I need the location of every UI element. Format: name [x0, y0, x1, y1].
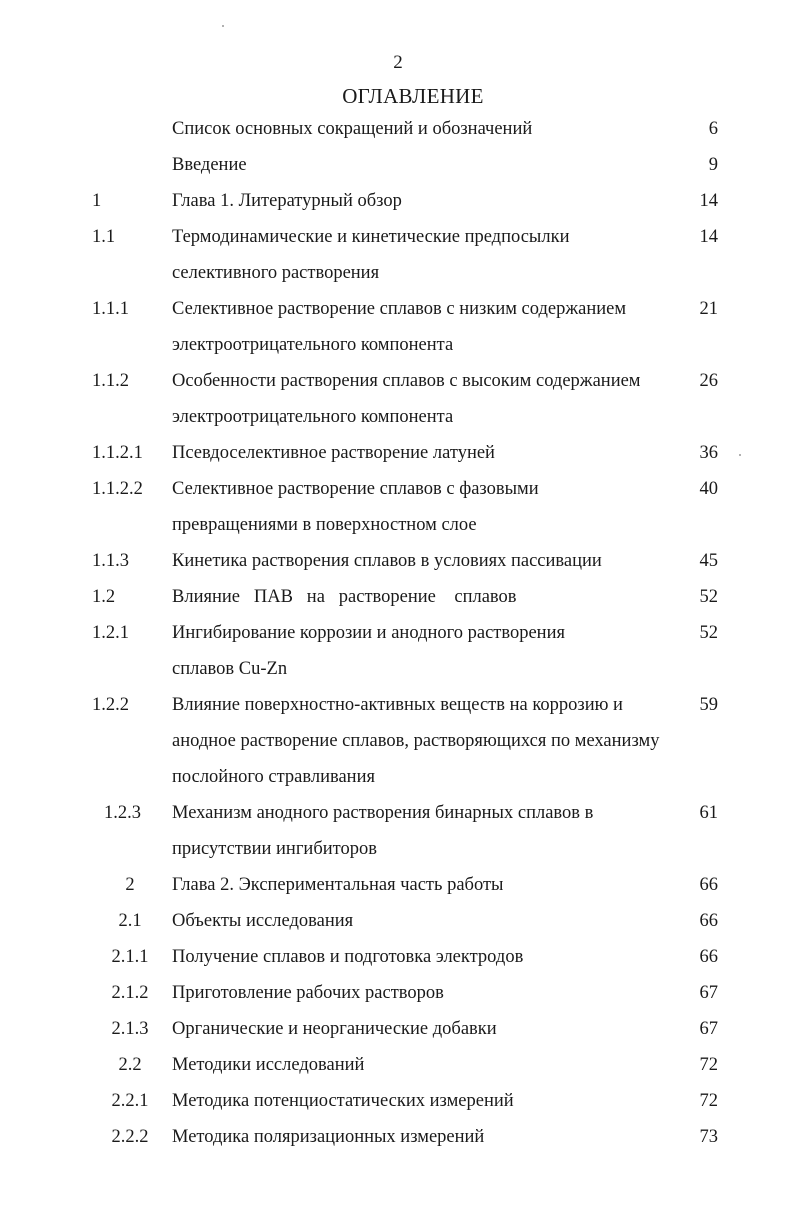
toc-entry-title: Методики исследований	[172, 1055, 365, 1075]
toc-entry-number: 1.1.2.2	[92, 479, 143, 499]
toc-entry-page: 26	[699, 371, 718, 391]
toc-entry-page: 67	[699, 983, 718, 1003]
toc-entry-number: 1.2.2	[92, 695, 129, 715]
page-number: 2	[393, 52, 403, 73]
toc-entry-page: 59	[699, 695, 718, 715]
toc-entry-number: 2.1.1	[111, 947, 149, 967]
table-of-contents	[0, 113, 796, 1157]
toc-entry[interactable]	[0, 869, 796, 905]
toc-entry-number: 2.2.2	[111, 1127, 149, 1147]
toc-entry[interactable]	[0, 221, 796, 293]
toc-entry[interactable]	[0, 293, 796, 365]
toc-entry[interactable]	[0, 473, 796, 545]
toc-entry-page: 6	[708, 119, 718, 139]
toc-entry[interactable]	[0, 545, 796, 581]
toc-entry-page: 40	[699, 479, 718, 499]
toc-entry-page: 45	[699, 551, 718, 571]
toc-entry-page: 61	[699, 803, 718, 823]
toc-entry-number: 1.1.2.1	[92, 443, 143, 463]
toc-entry-title: Влияние ПАВ на растворение сплавов	[172, 587, 517, 607]
toc-entry[interactable]	[0, 689, 796, 797]
toc-entry-title: Список основных сокращений и обозначений	[172, 119, 533, 139]
toc-entry-title: Глава 2. Экспериментальная часть работы	[172, 875, 504, 895]
toc-entry-title: Кинетика растворения сплавов в условиях пассивации	[172, 551, 602, 571]
toc-entry-number: 1.2.3	[104, 803, 141, 823]
toc-entry-page: 14	[699, 227, 718, 247]
toc-entry-title: Особенности растворения сплавов с высоким содержанием электроотрицательного компонента	[172, 371, 641, 427]
toc-entry-number: 1.2	[92, 587, 116, 607]
toc-entry-title: Селективное растворение сплавов с фазовыми превращениями в поверхностном слое	[172, 479, 539, 535]
toc-entry-page: 73	[699, 1127, 718, 1147]
toc-entry[interactable]	[0, 905, 796, 941]
page-title: ОГЛАВЛЕНИЕ	[342, 84, 484, 108]
toc-entry-number: 2.2	[118, 1055, 142, 1075]
toc-entry-number: 1.1	[92, 227, 116, 247]
toc-entry[interactable]	[0, 113, 796, 149]
toc-entry-page: 66	[699, 911, 718, 931]
toc-entry-number: 2.1.2	[111, 983, 149, 1003]
toc-entry-number: 2.2.1	[111, 1091, 149, 1111]
toc-entry[interactable]	[0, 1013, 796, 1049]
toc-entry-title: Приготовление рабочих растворов	[172, 983, 444, 1003]
toc-entry-page: 36	[699, 443, 718, 463]
toc-entry-title: Методика потенциостатических измерений	[172, 1091, 514, 1111]
toc-entry-page: 66	[699, 947, 718, 967]
toc-entry-page: 14	[699, 191, 718, 211]
toc-entry[interactable]	[0, 977, 796, 1013]
toc-entry[interactable]	[0, 185, 796, 221]
toc-entry-title: Методика поляризационных измерений	[172, 1127, 485, 1147]
toc-entry-number: 2.1	[118, 911, 142, 931]
toc-entry-page: 21	[699, 299, 718, 319]
toc-entry-number: 1.1.2	[92, 371, 129, 391]
toc-entry-title: Глава 1. Литературный обзор	[172, 191, 402, 211]
toc-entry[interactable]	[0, 1121, 796, 1157]
toc-entry[interactable]	[0, 1085, 796, 1121]
toc-entry-title: Получение сплавов и подготовка электродов	[172, 947, 524, 967]
toc-entry-title: Ингибирование коррозии и анодного растворения сплавов Cu-Zn	[172, 623, 565, 679]
toc-entry-number: 1.1.3	[92, 551, 129, 571]
toc-entry-page: 52	[699, 587, 718, 607]
toc-entry[interactable]	[0, 581, 796, 617]
toc-entry-page: 9	[708, 155, 718, 175]
toc-entry[interactable]	[0, 941, 796, 977]
toc-entry-page: 67	[699, 1019, 718, 1039]
toc-entry-title: Введение	[172, 155, 247, 175]
toc-entry[interactable]	[0, 365, 796, 437]
toc-entry-number: 2	[125, 875, 135, 895]
toc-entry-page: 72	[699, 1055, 718, 1075]
toc-entry-title: Термодинамические и кинетические предпосылки селективного растворения	[172, 227, 570, 283]
toc-entry-title: Органические и неорганические добавки	[172, 1019, 497, 1039]
toc-entry-number: 2.1.3	[111, 1019, 149, 1039]
toc-entry-title: Механизм анодного растворения бинарных сплавов в присутствии ингибиторов	[172, 803, 594, 859]
toc-entry[interactable]	[0, 149, 796, 185]
toc-entry-number: 1	[92, 191, 102, 211]
toc-entry-title: Объекты исследования	[172, 911, 354, 931]
toc-entry-page: 72	[699, 1091, 718, 1111]
toc-entry-page: 52	[699, 623, 718, 643]
toc-entry-page: 66	[699, 875, 718, 895]
toc-entry[interactable]	[0, 617, 796, 689]
toc-entry[interactable]	[0, 797, 796, 869]
toc-entry-title: Влияние поверхностно-активных веществ на коррозию и анодное растворение сплавов, растворяющихся по механизму послойного стравливания	[172, 695, 660, 787]
toc-entry[interactable]	[0, 1049, 796, 1085]
toc-entry[interactable]	[0, 437, 796, 473]
toc-entry-title: Псевдоселективное растворение латуней	[172, 443, 495, 463]
toc-entry-title: Селективное растворение сплавов с низким содержанием электроотрицательного компонента	[172, 299, 627, 355]
scan-speck	[222, 25, 224, 27]
toc-entry-number: 1.2.1	[92, 623, 129, 643]
toc-entry-number: 1.1.1	[92, 299, 129, 319]
